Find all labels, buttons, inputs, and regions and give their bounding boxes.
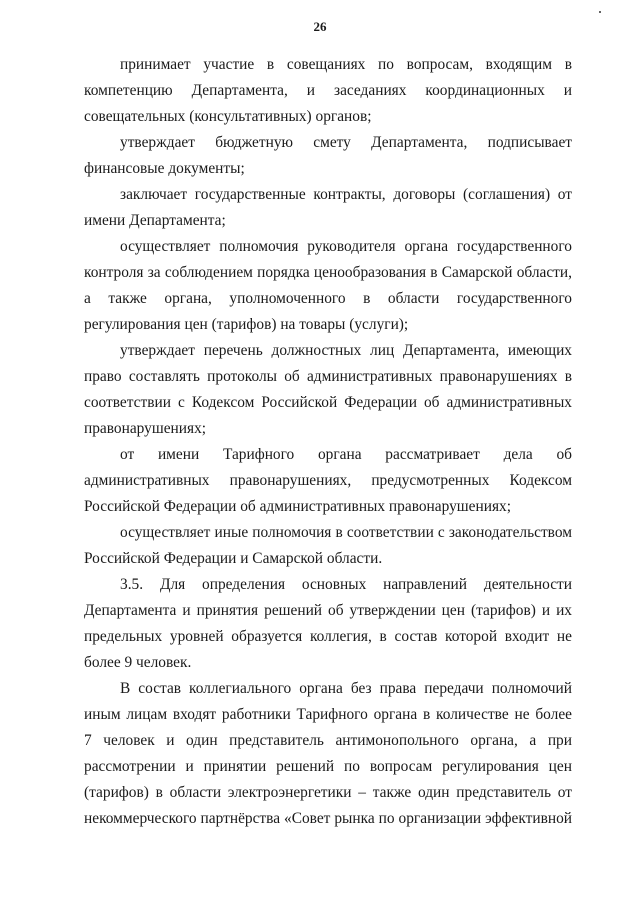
text-line: иным лицам входят работники Тарифного органа в количестве не более [84,706,572,723]
document-body [84,52,572,832]
text-line: совещательных (консультативных) органов; [84,108,372,125]
text-line: контроля за соблюдением порядка ценообразования в Самарской области, [84,264,572,281]
text-line: Российской Федерации и Самарской области. [84,550,383,567]
text-line: рассмотрении и принятии решений по вопросам регулирования цен [84,758,572,775]
text-line: Департамента и принятия решений об утверждении цен (тарифов) и их [84,602,572,619]
text-line: имени Департамента; [84,212,226,229]
text-line: утверждает перечень должностных лиц Департамента, имеющих [120,342,572,359]
text-line: Российской Федерации об административных правонарушениях; [84,498,512,515]
text-line: от имени Тарифного органа рассматривает дела об [120,446,572,463]
scan-speck [599,11,601,13]
text-line: 3.5. Для определения основных направлений деятельности [120,576,572,593]
text-line: принимает участие в совещаниях по вопросам, входящим в [120,56,572,73]
text-line: В состав коллегиального органа без права передачи полномочий [120,680,572,697]
text-line: предельных уровней образуется коллегия, в состав которой входит не [84,628,572,645]
page-number: 26 [313,19,327,34]
text-line: соответствии с Кодексом Российской Федерации об административных [84,394,572,411]
text-line: а также органа, уполномоченного в области государственного [84,290,572,307]
text-line: осуществляет полномочия руководителя органа государственного [120,238,572,255]
text-line: финансовые документы; [84,160,245,177]
text-line: административных правонарушениях, предусмотренных Кодексом [84,472,572,489]
text-line: более 9 человек. [84,654,192,671]
text-line: осуществляет иные полномочия в соответствии с законодательством [120,524,572,541]
text-line: (тарифов) в области электроэнергетики – также один представитель от [84,784,572,801]
text-line: некоммерческого партнёрства «Совет рынка по организации эффективной [84,810,572,827]
text-line: 7 человек и один представитель антимонопольного органа, а при [84,732,572,749]
text-line: правонарушениях; [84,420,207,437]
text-line: регулирования цен (тарифов) на товары (услуги); [84,316,409,333]
text-line: право составлять протоколы об административных правонарушениях в [84,368,572,385]
text-line: заключает государственные контракты, договоры (соглашения) от [120,186,572,203]
text-line: утверждает бюджетную смету Департамента, подписывает [120,134,572,151]
text-line: компетенцию Департамента, и заседаниях координационных и [84,82,572,99]
